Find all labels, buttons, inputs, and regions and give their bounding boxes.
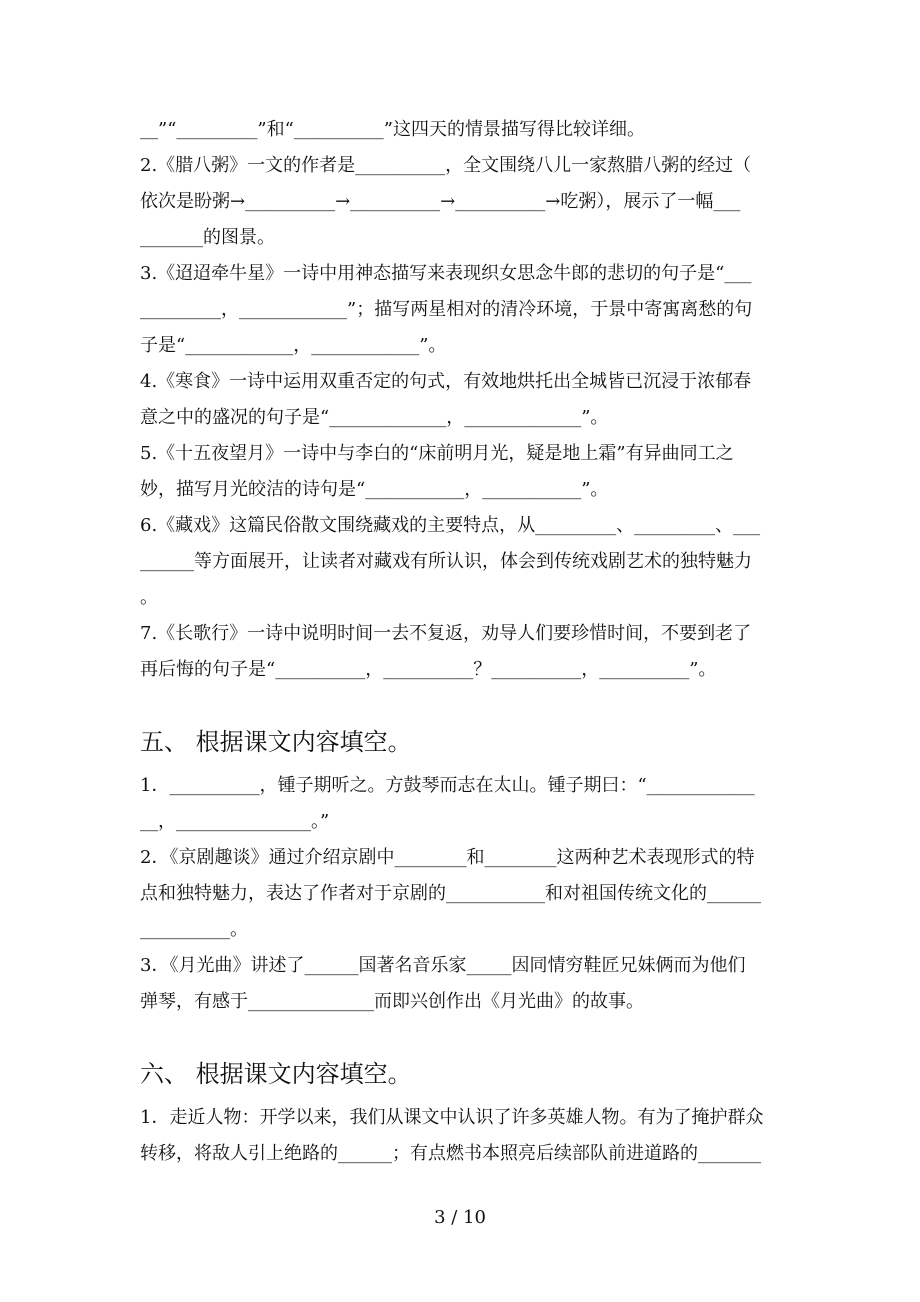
section-five <box>140 722 780 1020</box>
text-line: _______的图景。 <box>140 227 275 248</box>
text-line: 1．__________，锺子期听之。方鼓琴而志在太山。锺子期曰：“____________ <box>140 775 755 796</box>
text-line: 再后悔的句子是“__________，__________？__________，__________”。 <box>140 659 717 680</box>
text-line: 4.《寒食》一诗中运用双重否定的句式，有效地烘托出全城皆已沉浸于浓郁春 <box>140 371 752 392</box>
text-line: __”“_________”和“__________”这四天的情景描写得比较详细。 <box>140 119 646 140</box>
text-line: 。 <box>140 587 158 608</box>
text-line: 转移，将敌人引上绝路的______；有点燃书本照亮后续部队前进道路的_______ <box>140 1143 761 1164</box>
text-line: __________。 <box>140 919 248 940</box>
text-line: 5.《十五夜望月》一诗中与李白的“床前明月光，疑是地上霜”有异曲同工之 <box>140 443 734 464</box>
text-line: 7.《长歌行》一诗中说明时间一去不复返，劝导人们要珍惜时间，不要到老了 <box>140 623 752 644</box>
text-line: 3．《月光曲》讲述了______国著名音乐家_____因同情穷鞋匠兄妹俩而为他们 <box>140 955 746 976</box>
text-line: 依次是盼粥→__________→__________→__________→吃粥），展示了一幅___ <box>140 191 741 212</box>
text-line: 1．走近人物：开学以来，我们从课文中认识了许多英雄人物。有为了掩护群众 <box>140 1107 764 1128</box>
text-line: 3.《迢迢牵牛星》一诗中用神态描写来表现织女思念牛郎的悲切的句子是“___ <box>140 263 752 284</box>
text-line: 2.《腊八粥》一文的作者是__________，全文围绕八儿一家熬腊八粥的经过（ <box>140 155 752 176</box>
page-content <box>140 112 780 1172</box>
text-line: 点和独特魅力，表达了作者对于京剧的___________和对祖国传统文化的______ <box>140 883 761 904</box>
text-line: 意之中的盛况的句子是“_____________，_____________”。 <box>140 407 609 428</box>
page-number: 3 / 10 <box>434 1207 486 1228</box>
section-six <box>140 1054 780 1172</box>
section-heading: 六、 根据课文内容填空。 <box>140 1060 412 1088</box>
text-line: 6.《藏戏》这篇民俗散文围绕藏戏的主要特点，从_________、_________、___ <box>140 515 761 536</box>
text-line: _________，____________”；描写两星相对的清冷环境，于景中寄寓离愁的句 <box>140 299 753 320</box>
text-line: 妙，描写月光皎洁的诗句是“___________，___________”。 <box>140 479 609 500</box>
section-four-continued <box>140 112 780 688</box>
text-line: 弹琴，有感于______________而即兴创作出《月光曲》的故事。 <box>140 991 644 1012</box>
text-line: ______等方面展开，让读者对藏戏有所认识，体会到传统戏剧艺术的独特魅力 <box>140 551 752 572</box>
section-heading: 五、 根据课文内容填空。 <box>140 728 412 756</box>
text-line: __，_______________。” <box>140 811 330 832</box>
text-line: 2．《京剧趣谈》通过介绍京剧中________和________这两种艺术表现形式的特 <box>140 847 755 868</box>
text-line: 子是“____________，____________”。 <box>140 335 447 356</box>
